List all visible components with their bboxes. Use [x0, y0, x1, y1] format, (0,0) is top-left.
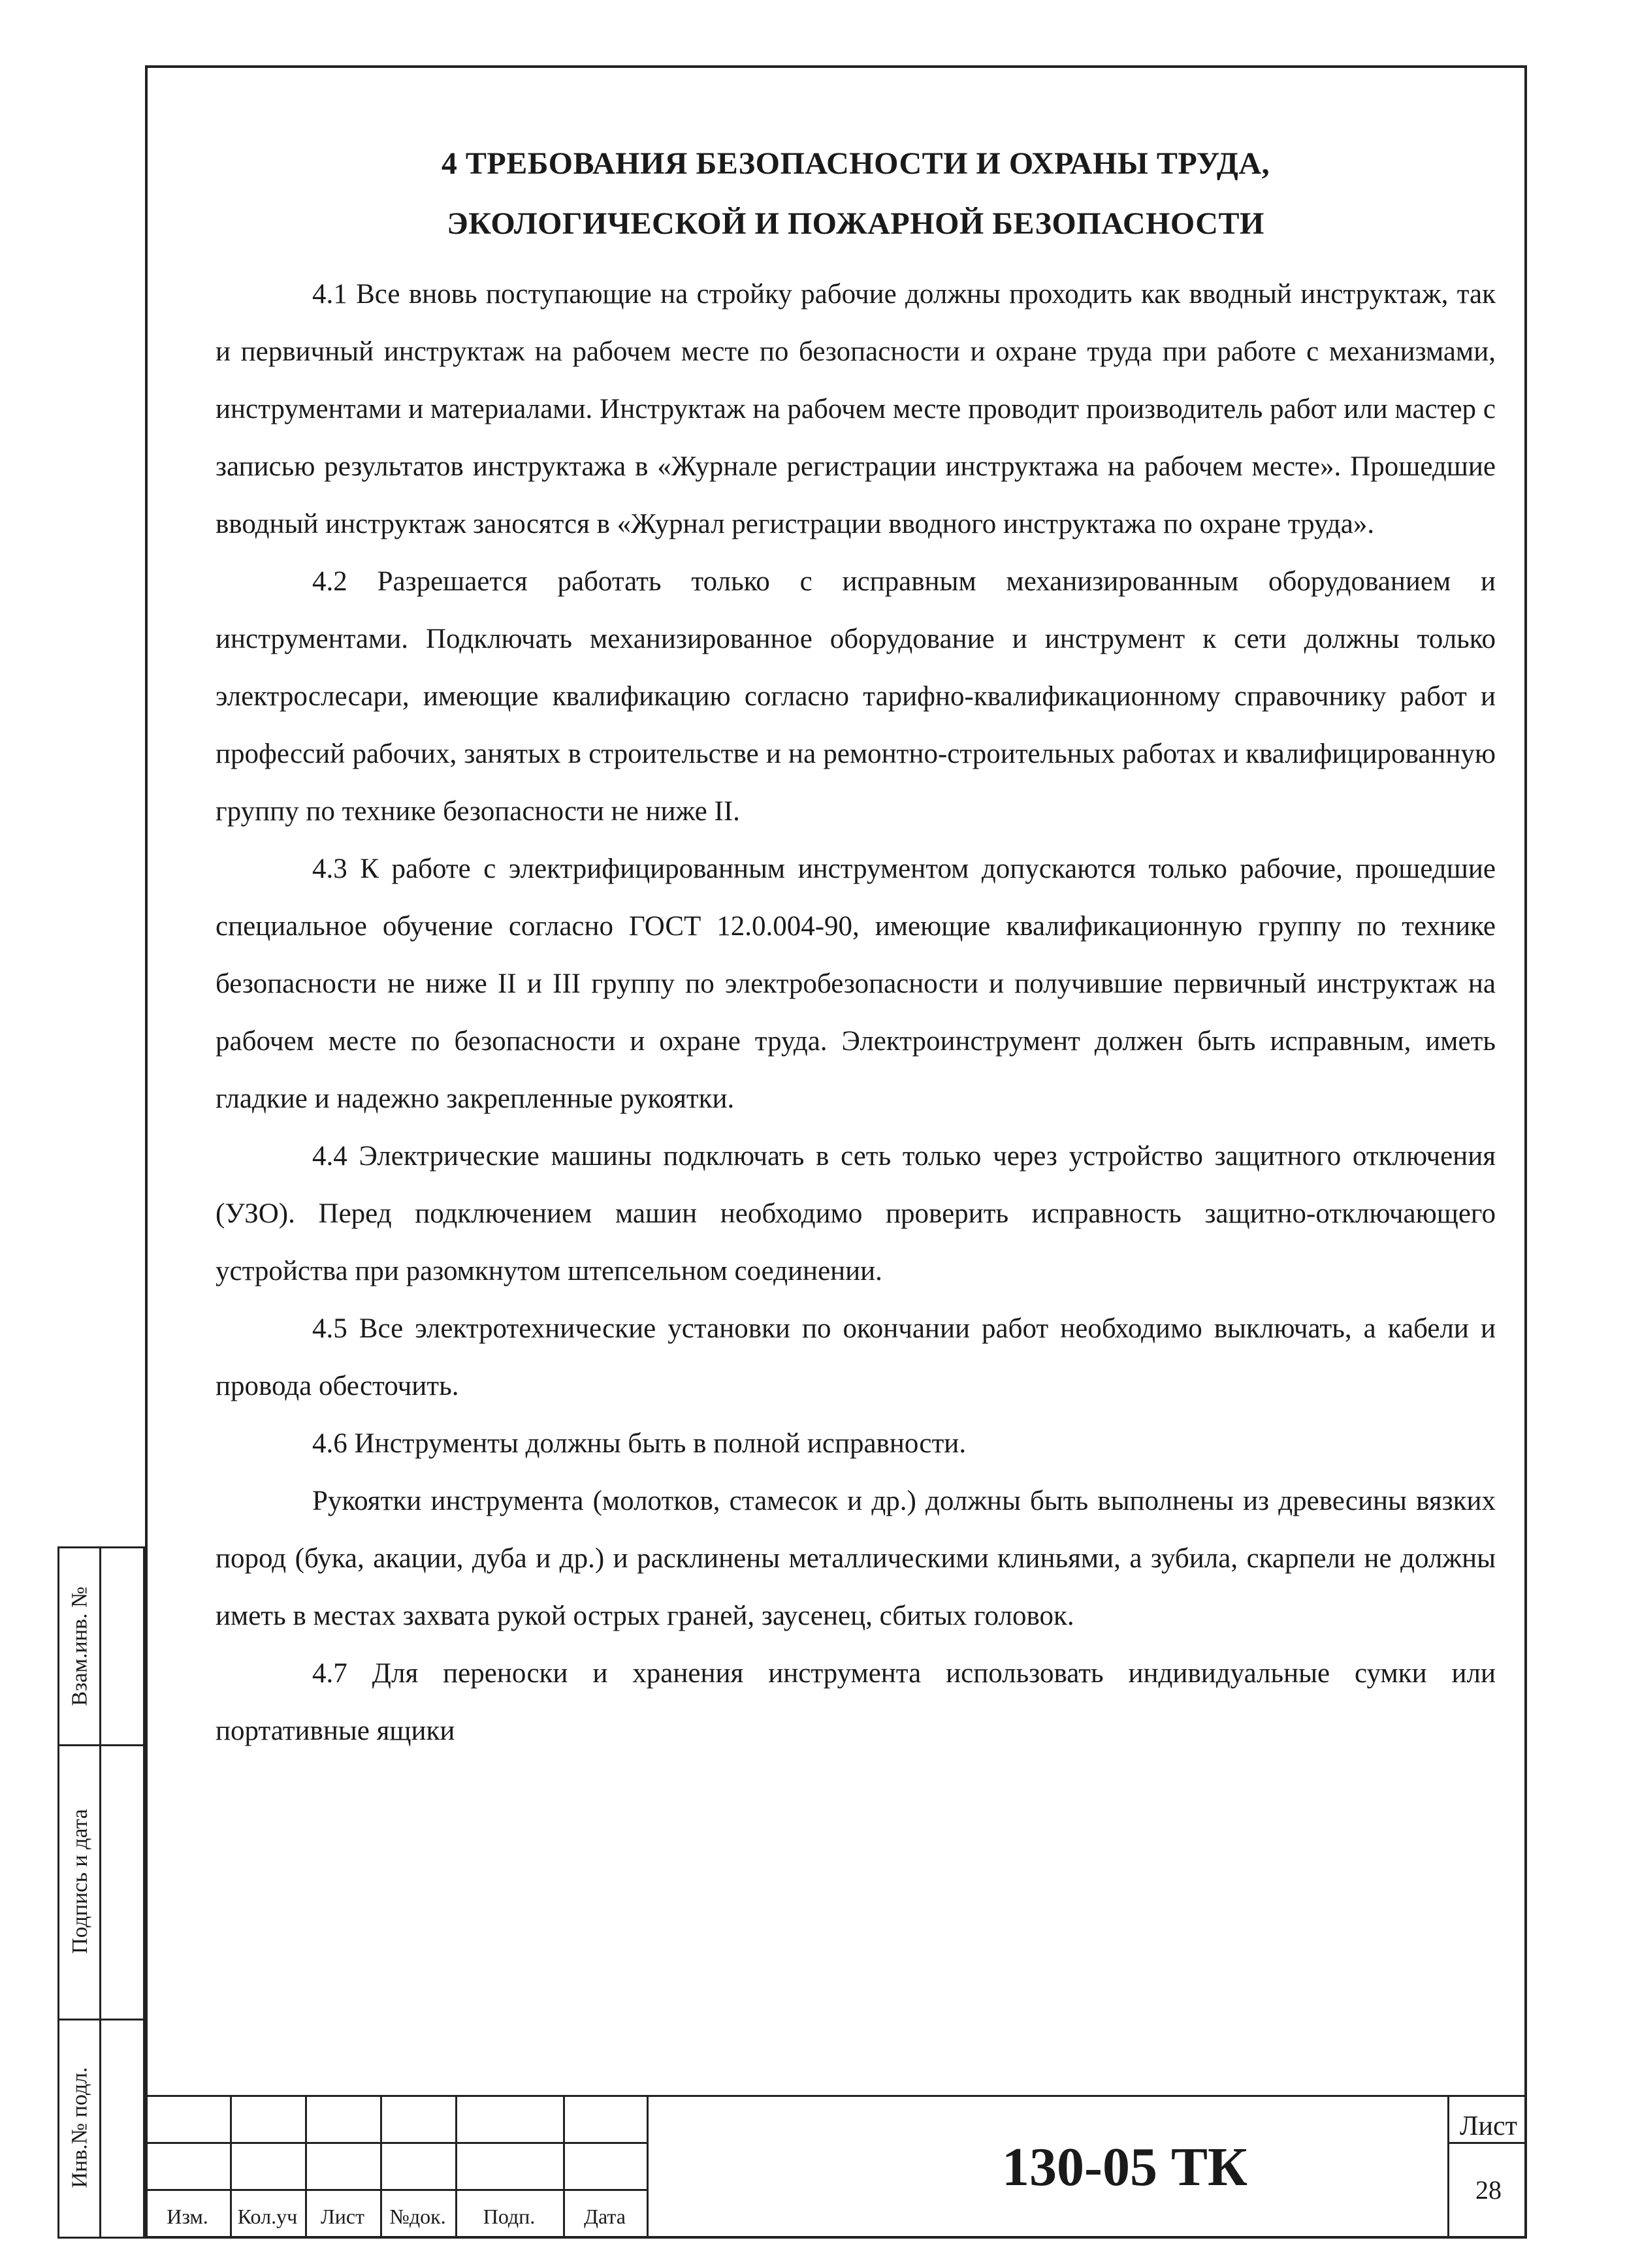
stamp-zam-inv: Взам.инв. № [68, 1586, 93, 1706]
section-heading [216, 134, 1496, 254]
stamp-podpis-data: Подпись и дата [68, 1809, 92, 1954]
heading-line-2: ЭКОЛОГИЧЕСКОЙ И ПОЖАРНОЙ БЕЗОПАСНОСТИ [447, 206, 1264, 241]
heading-line-1: 4 ТРЕБОВАНИЯ БЕЗОПАСНОСТИ И ОХРАНЫ ТРУДА, [441, 146, 1270, 181]
paragraph-4-7: 4.7 Для переноски и хранения инструмента использовать индивидуальные сумки или портативные ящики [216, 1658, 1496, 1746]
paragraph-4-4: 4.4 Электрические машины подключать в сеть только через устройство защитного отключения (УЗО). Перед подключением машин необходимо проверить исправность защитно-отключающего устройства при разомкнутом штепсельном соединении. [216, 1141, 1496, 1286]
col-podp: Подп. [483, 2205, 536, 2228]
paragraph-4-5: 4.5 Все электротехнические установки по окончании работ необходимо выключать, а кабели и провода обесточить. [216, 1313, 1496, 1401]
document-body [216, 134, 1496, 1760]
paragraph-4-3: 4.3 К работе с электрифицированным инструментом допускаются только рабочие, прошедшие специальное обучение согласно ГОСТ 12.0.004-90, имеющие квалификационную группу по технике безопасности не ниже II и III группу по электробезопасности и получившие первичный инструктаж на рабочем месте по безопасности и охране труда. Электроинструмент должен быть исправным, иметь гладкие и надежно закрепленные рукоятки. [216, 854, 1496, 1114]
col-data: Дата [584, 2205, 626, 2228]
paragraph-4-1: 4.1 Все вновь поступающие на стройку рабочие должны проходить как вводный инструктаж, так и первичный инструктаж на рабочем месте по безопасности и охране труда при работе с механизмами, инструментами и материалами. Инструктаж на рабочем месте проводит производитель работ или мастер с записью результатов инструктажа в «Журнале регистрации инструктажа на рабочем месте». Прошедшие вводный инструктаж заносятся в «Журнал регистрации вводного инструктажа по охране труда». [216, 279, 1496, 539]
col-list: Лист [320, 2205, 364, 2228]
paragraph-4-2: 4.2 Разрешается работать только с исправным механизированным оборудованием и инструментами. Подключать механизированное оборудование и инструмент к сети должны только электрослесари, имеющие квалификацию согласно тарифно-квалификационному справочнику работ и профессий рабочих, занятых в строительстве и на ремонтно-строительных работах и квалифицированную группу по технике безопасности не ниже II. [216, 566, 1496, 827]
paragraph-4-6: 4.6 Инструменты должны быть в полной исправности. [312, 1428, 967, 1459]
margin-stamp [57, 1546, 145, 2239]
col-ndok: №док. [389, 2205, 446, 2228]
sheet-label: Лист [1460, 2111, 1517, 2141]
col-izm: Изм. [167, 2205, 208, 2228]
stamp-inv-podl: Инв.№ подл. [68, 2067, 93, 2188]
paragraph-handles: Рукоятки инструмента (молотков, стамесок и др.) должны быть выполнены из древесины вязких пород (бука, акации, дуба и др.) и расклинены металлическими клиньями, а зубила, скарпели не должны иметь в местах захвата рукой острых граней, заусенец, сбитых головок. [216, 1486, 1496, 1631]
col-kol-uch: Кол.уч [237, 2205, 298, 2228]
sheet-number: 28 [1475, 2175, 1502, 2205]
title-block [145, 2095, 1527, 2239]
document-code: 130-05 ТК [1002, 2136, 1247, 2197]
